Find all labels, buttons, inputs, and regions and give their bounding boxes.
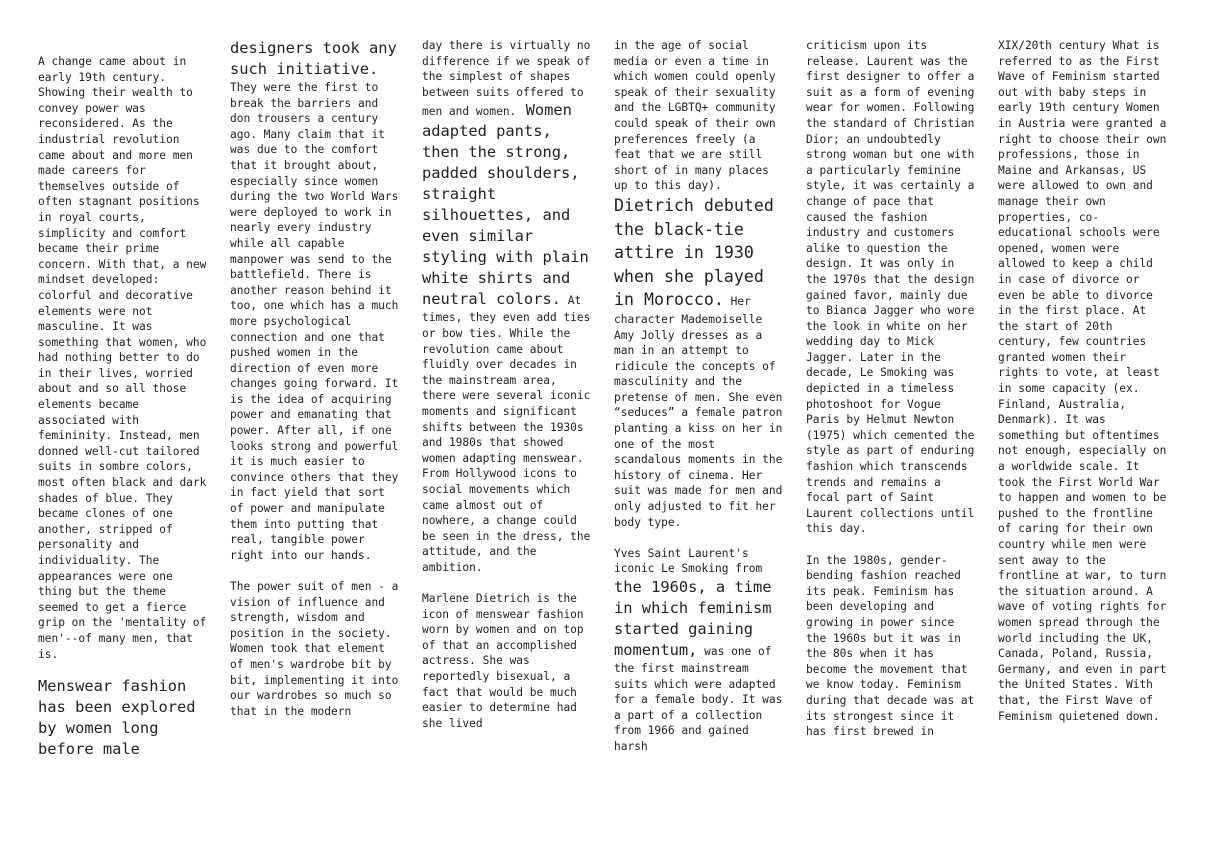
paragraph: In the 1980s, gender-bending fashion reached its peak. Feminism has been developing and growing in power since the 1960s but it was in the 80s when it has become the movement that we know today. Feminism during that decade was at its strongest since it has first brewed in bbox=[806, 553, 975, 739]
paragraph-text: was one of the first mainstream suits which were adapted for a female body. It was a part of a collection from 1966 and gained harsh bbox=[614, 645, 783, 753]
paragraph: criticism upon its release. Laurent was the first designer to offer a suit as a form of evening wear for women. Following the standard of Christian Dior; an undoubtedly strong woman but one with a particularly feminine style, it was certainly a change of pace that caused the fashion industry and customers alike to question the design. It was only in the 1970s that the design gained favor, mainly due to Bianca Jagger who wore the look in white on her wedding day to Mick Jagger. Later in the decade, Le Smoking was depicted in a timeless photoshoot for Vogue Paris by Helmut Newton (1975) which cemented the style as part of enduring fashion which transcends trends and remains a focal part of Saint Laurent collections until this day. bbox=[806, 39, 975, 536]
pull-quote: Dietrich debuted the black-tie attire in 1930 when she played in Morocco. bbox=[614, 195, 774, 310]
paragraph bbox=[230, 38, 404, 563]
pull-quote: Menswear fashion has been explored by women long before male bbox=[38, 677, 196, 759]
paragraph bbox=[614, 194, 788, 530]
paragraph-text: At times, they even add ties or bow ties. While the revolution came about fluidly over decades in the mainstream area, there were several iconic moments and significant shifts between the 1930s and 1980s that showed women adapting menswear. From Hollywood icons to social movements which came almost out of nowhere, a change could be seen in the dress, the attitude, and the ambition. bbox=[422, 294, 591, 574]
paragraph bbox=[422, 38, 596, 575]
paragraph: in the age of social media or even a time in which women could openly speak of their sexuality and the LGBTQ+ community could speak of their own preferences freely (a feat that we are still short of in many places up to this day). bbox=[614, 39, 776, 193]
column-5 bbox=[806, 38, 980, 740]
paragraph: A change came about in early 19th century. Showing their wealth to convey power was reconsidered. As the industrial revolution came about and more men made careers for themselves outside of often stagnant positions in royal courts, simplicity and comfort became their prime concern. With that, a new mindset developed: colorful and decorative elements were not masculine. It was something that women, who had nothing better to do in their lives, worried about and so all those elements became associated with femininity. Instead, men donned well-cut tailored suits in sombre colors, most often black and dark shades of blue. They became clones of one another, stripped of personality and individuality. The appearances were one thing but the theme seemed to get a fierce grip on the 'mentality of men'--of many men, that is. bbox=[38, 55, 207, 661]
column-2 bbox=[230, 38, 404, 719]
column-1 bbox=[38, 54, 212, 760]
column-3 bbox=[422, 38, 596, 731]
pull-quote: the 1960s, a time in which feminism started gaining momentum, bbox=[614, 578, 772, 659]
pull-quote: designers took any such initiative. bbox=[230, 39, 397, 78]
paragraph: The power suit of men - a vision of influence and strength, wisdom and position in the society. Women took that element of men's wardrobe bit by bit, implementing it into our wardrobes so much so that in the modern bbox=[230, 580, 399, 718]
column-6 bbox=[998, 38, 1172, 724]
column-4 bbox=[614, 38, 788, 755]
paragraph-text: Her character Mademoiselle Amy Jolly dresses as a man in an attempt to ridicule the concepts of masculinity and the pretense of men. She even “seduces” a female patron planting a kiss on her in one of the most scandalous moments in the history of cinema. Her suit was made for men and only adjusted to fit her body type. bbox=[614, 295, 783, 529]
paragraph-text: They were the first to break the barriers and don trousers a century ago. Many claim that it was due to the comfort that it brought about, especially since women during the two World Wars were deployed to work in nearly every industry while all capable manpower was send to the battlefield. There is another reason behind it too, one which has a much more psychological connection and one that pushed women in the direction of even more changes going forward. It is the idea of acquiring power and emanating that power. After all, if one looks strong and powerful it is much easier to convince others that they in fact yield that sort of power and manipulate them into putting that real, tangible power right into our hands. bbox=[230, 81, 399, 562]
paragraph: XIX/20th century What is referred to as the First Wave of Feminism started out with baby steps in early 19th century Women in Austria were granted a right to choose their own professions, those in Maine and Arkansas, US were allowed to own and manage their own properties, co-educational schools were opened, women were allowed to keep a child in case of divorce or even be able to divorce in the first place. At the start of 20th century, few countries granted women their rights to vote, at least in some capacity (ex. Finland, Australia, Denmark). It was something but oftentimes not enough, especially on a worldwide scale. It took the First World War to happen and women to be pushed to the frontline of caring for their own country while men were sent away to the frontline at war, to turn the situation around. A wave of voting rights for women spread through the world including the UK, Canada, Poland, Russia, Germany, and even in part the United States. With that, the First Wave of Feminism quietened down. bbox=[998, 39, 1167, 723]
pull-quote: Women adapted pants, then the strong, padded shoulders, straight silhouettes, and even similar styling with plain white shirts and neutral colors. bbox=[422, 101, 589, 309]
paragraph bbox=[614, 546, 788, 755]
paragraph-text: Yves Saint Laurent's iconic Le Smoking from bbox=[614, 546, 763, 576]
paragraph: Marlene Dietrich is the icon of menswear fashion worn by women and on top of that an accomplished actress. She was reportedly bisexual, a fact that would be much easier to determine had she lived bbox=[422, 592, 584, 730]
paragraph-text: day there is virtually no difference if we speak of the simplest of shapes between suits offered to men and women. bbox=[422, 39, 591, 119]
